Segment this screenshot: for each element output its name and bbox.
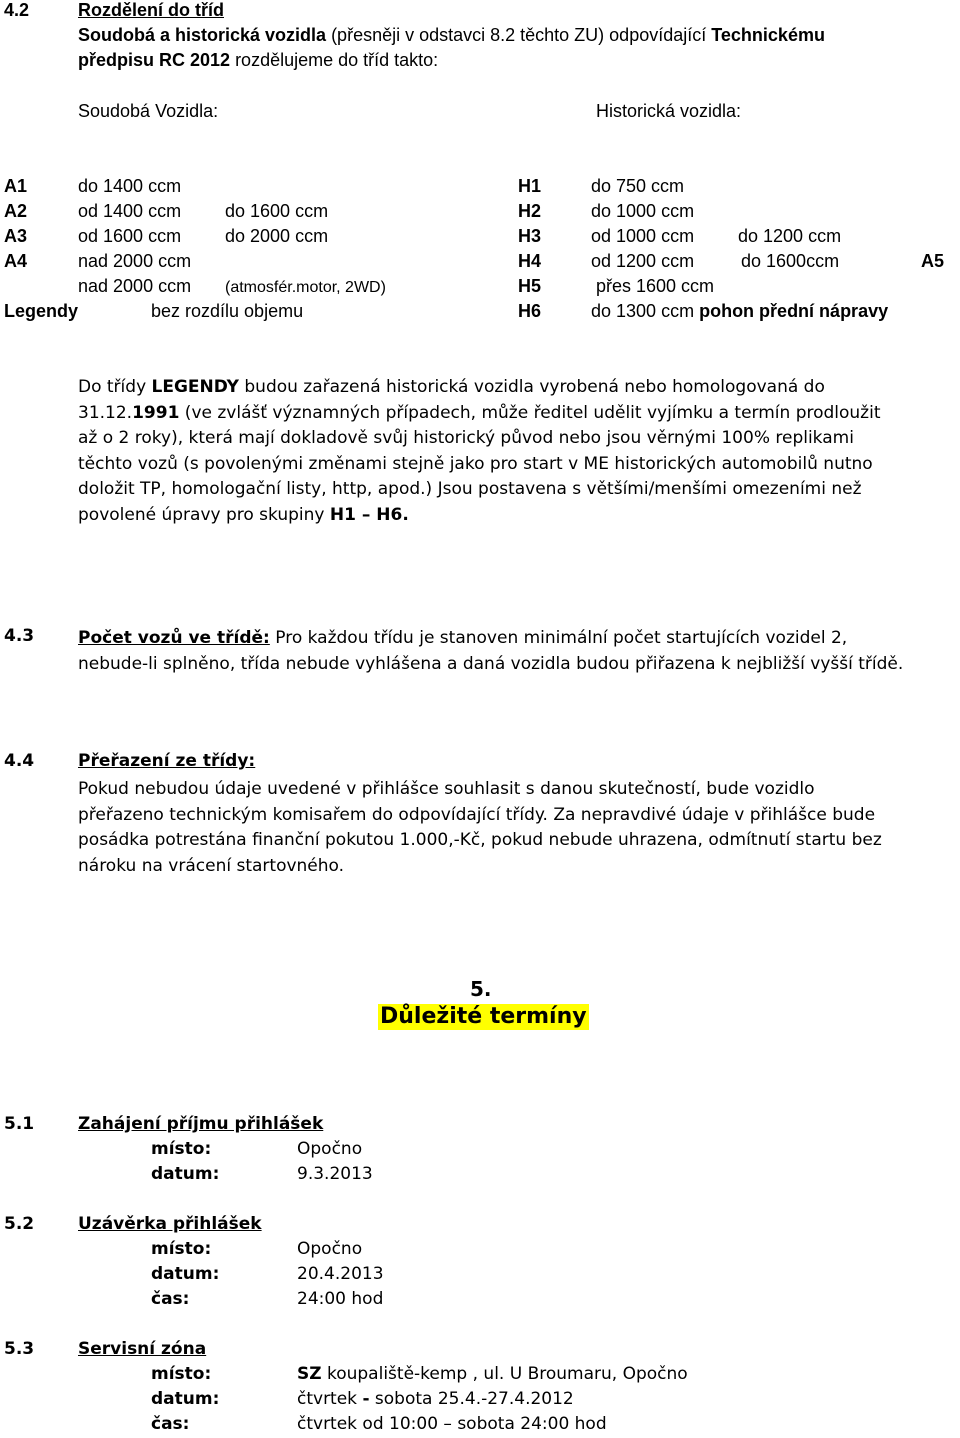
intro-line-1 — [78, 25, 825, 47]
legend-paragraph — [78, 375, 881, 528]
chapter-number: 5. — [470, 977, 492, 1001]
class-range-text: do 1300 ccm — [591, 301, 695, 321]
text: 31.12. — [78, 402, 133, 423]
class-code: H3 — [518, 226, 542, 246]
field-value: 20.4.2013 — [297, 1264, 384, 1284]
class-code: H5 — [518, 276, 542, 296]
intro-line-2 — [78, 50, 438, 72]
class-range: do 1600 ccm — [225, 201, 329, 221]
class-code: H6 — [518, 301, 542, 321]
field-value: 24:00 hod — [297, 1289, 384, 1309]
paragraph-line: nebude-li splněno, třída nebude vyhlášena a daná vozidla budou přiřazena k nejbližší vyšší třídě. — [78, 653, 904, 674]
paragraph-line — [78, 503, 881, 529]
field-value — [297, 1364, 688, 1384]
paragraph-line — [78, 375, 881, 401]
section-title: Servisní zóna — [78, 1339, 207, 1359]
class-range: do 1400 ccm — [78, 176, 182, 196]
section-title: Počet vozů ve třídě: — [78, 628, 270, 648]
class-code: H1 — [518, 176, 542, 196]
class-range: od 1600 ccm — [78, 226, 182, 246]
class-range: do 750 ccm — [591, 176, 685, 196]
class-range — [225, 276, 386, 298]
contemporary-heading: Soudobá Vozidla: — [78, 101, 219, 121]
class-range: do 2000 ccm — [225, 226, 329, 246]
text: budou zařazená historická vozidla vyrobená nebo homologovaná do — [238, 377, 825, 397]
text-bold: - — [362, 1389, 370, 1409]
historic-heading: Historická vozidla: — [596, 101, 742, 121]
field-label: datum: — [151, 1264, 220, 1284]
paragraph-line: nároku na vrácení startovného. — [78, 855, 345, 876]
field-value: Opočno — [297, 1139, 363, 1159]
field-label: datum: — [151, 1389, 220, 1409]
class-range: do 1600ccm — [741, 251, 840, 271]
paragraph-line: těchto vozů (s povolenými změnami stejně jako pro start v ME historických automobilů nutno — [78, 453, 873, 474]
paragraph-line: doložit TP, homologační listy, http, apod.) Jsou postavena s většími/menšími omezeními než — [78, 479, 862, 499]
intro-bold: Soudobá a historická vozidla — [78, 25, 327, 45]
intro-bold: předpisu RC 2012 — [78, 50, 231, 70]
class-code: Legendy — [4, 301, 79, 321]
section-body — [78, 777, 882, 879]
field-label: datum: — [151, 1164, 220, 1184]
class-code: A4 — [4, 251, 28, 271]
class-code: A5 — [921, 251, 945, 271]
section-number: 4.2 — [4, 0, 30, 20]
section-title: Rozdělení do tříd — [78, 0, 224, 20]
text: Do třídy — [78, 377, 152, 397]
paragraph-line: až o 2 roky), která mají dokladově svůj historický původ nebo jsou věrnými 100% replikami — [78, 428, 854, 448]
class-code: H2 — [518, 201, 542, 221]
text: koupaliště-kemp , ul. U Broumaru, Opočno — [321, 1364, 688, 1384]
section-title: Uzávěrka přihlášek — [78, 1214, 262, 1234]
paragraph-line: posádka potrestána finanční pokutou 1.000,-Kč, pokud nebude uhrazena, odmítnutí startu bez — [78, 830, 882, 850]
text-bold: H1 – H6. — [329, 504, 409, 525]
class-code: A3 — [4, 226, 28, 246]
class-range: nad 2000 ccm — [78, 251, 192, 271]
field-label: místo: — [151, 1364, 212, 1384]
class-range: bez rozdílu objemu — [151, 301, 304, 321]
text: čtvrtek — [297, 1389, 363, 1409]
section-number: 4.3 — [4, 626, 35, 646]
class-range: od 1200 ccm — [591, 251, 695, 271]
class-note: motor, 2WD) — [296, 279, 386, 296]
class-code: A1 — [4, 176, 28, 196]
field-value: Opočno — [297, 1239, 363, 1259]
text: (ve zvlášť významných případech, může ředitel udělit vyjímku a termín prodloužit — [179, 402, 881, 423]
class-range: od 1400 ccm — [78, 201, 182, 221]
section-number: 5.2 — [4, 1214, 35, 1234]
text-bold: LEGENDY — [151, 377, 239, 397]
intro-text: (přesněji v odstavci 8.2 těchto ZU) odpovídající — [326, 25, 712, 45]
class-note: (atmosfér. — [225, 279, 297, 296]
paragraph-line — [78, 401, 881, 427]
text-bold: 1991 — [132, 402, 180, 423]
chapter-title: Důležité termíny — [380, 1004, 587, 1029]
class-range: přes 1600 ccm — [596, 276, 715, 296]
text-bold: SZ — [297, 1364, 322, 1384]
class-code: H4 — [518, 251, 542, 271]
class-code: A2 — [4, 201, 28, 221]
field-value: čtvrtek od 10:00 – sobota 24:00 hod — [297, 1414, 607, 1434]
text: Pro každou třídu je stanoven minimální počet startujících vozidel 2, — [269, 628, 848, 648]
class-range: nad 2000 ccm — [78, 276, 192, 296]
intro-text: rozdělujeme do tříd takto: — [230, 50, 439, 70]
field-label: místo: — [151, 1239, 212, 1259]
intro-bold: Technickému — [711, 25, 825, 45]
field-value — [297, 1389, 574, 1409]
section-body — [78, 626, 903, 677]
paragraph-line — [78, 626, 903, 652]
field-label: čas: — [151, 1289, 190, 1309]
text: sobota 25.4.-27.4.2012 — [369, 1389, 574, 1409]
section-title: Přeřazení ze třídy: — [78, 751, 256, 771]
section-number: 5.1 — [4, 1114, 35, 1134]
class-range — [591, 301, 888, 323]
field-label: čas: — [151, 1414, 190, 1434]
section-number: 4.4 — [4, 751, 35, 771]
class-range: od 1000 ccm — [591, 226, 695, 246]
field-label: místo: — [151, 1139, 212, 1159]
class-note-bold: pohon přední nápravy — [699, 301, 889, 321]
paragraph-line: Pokud nebudou údaje uvedené v přihlášce souhlasit s danou skutečností, bude vozidlo — [78, 779, 815, 799]
field-value: 9.3.2013 — [297, 1164, 373, 1184]
class-range: do 1000 ccm — [591, 201, 695, 221]
class-range: do 1200 ccm — [738, 226, 842, 246]
section-title: Zahájení příjmu přihlášek — [78, 1114, 324, 1134]
text: povolené úpravy pro skupiny — [78, 504, 330, 525]
paragraph-line: přeřazeno technickým komisařem do odpovídající třídy. Za nepravdivé údaje v přihlášce bude — [78, 804, 876, 825]
section-number: 5.3 — [4, 1339, 35, 1359]
